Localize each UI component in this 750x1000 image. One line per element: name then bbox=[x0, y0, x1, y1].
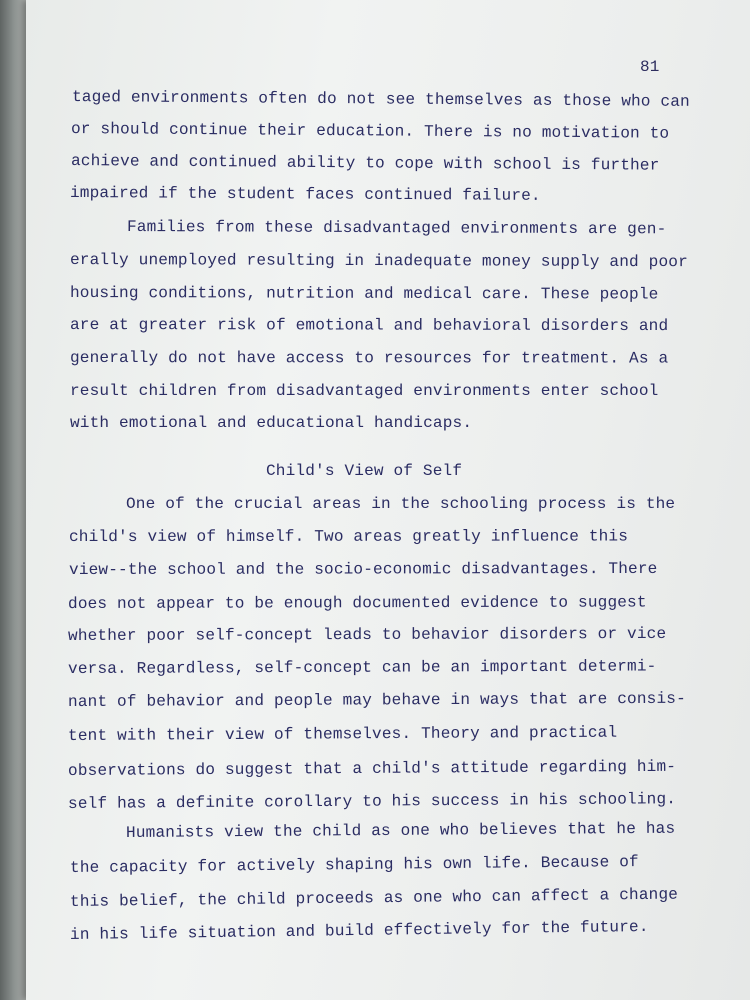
text-line: versa. Regardless, self-concept can be an important determi- bbox=[67, 657, 657, 678]
section-heading: Child's View of Self bbox=[266, 462, 463, 480]
text-line: One of the crucial areas in the schooling process is the bbox=[126, 495, 676, 513]
text-line: in his life situation and build effectively for the future. bbox=[69, 917, 649, 944]
text-line: child's view of himself. Two areas greatly influence this bbox=[68, 527, 629, 546]
text-line: nant of behavior and people may behave in ways that are consis- bbox=[67, 689, 686, 711]
text-line: does not appear to be enough documented evidence to suggest bbox=[67, 593, 647, 613]
document-page bbox=[26, 0, 750, 1000]
text-line: generally do not have access to resources for treatment. As a bbox=[69, 349, 669, 368]
text-line: whether poor self-concept leads to behavior disorders or vice bbox=[67, 624, 667, 645]
text-line: the capacity for actively shaping his own life. Because of bbox=[69, 853, 639, 877]
text-line: self has a definite corollary to his success in his schooling. bbox=[67, 790, 677, 813]
text-line: erally unemployed resulting in inadequate money supply and poor bbox=[69, 251, 688, 272]
text-line: Families from these disadvantaged environments are gen- bbox=[126, 218, 667, 239]
page-number: 81 bbox=[640, 58, 660, 76]
text-line: achieve and continued ability to cope with school is further bbox=[70, 152, 660, 175]
text-line: view--the school and the socio-economic disadvantages. There bbox=[68, 559, 658, 579]
text-line: observations do suggest that a child's attitude regarding him- bbox=[67, 757, 677, 780]
text-line: impaired if the student faces continued failure. bbox=[69, 184, 541, 205]
text-line: taged environments often do not see themselves as those who can bbox=[71, 88, 690, 111]
text-line: Humanists view the child as one who believes that he has bbox=[125, 819, 676, 842]
text-line: tent with their view of themselves. Theory and practical bbox=[67, 723, 618, 745]
text-line: with emotional and educational handicaps. bbox=[70, 414, 473, 432]
text-line: or should continue their education. There is no motivation to bbox=[70, 120, 670, 143]
text-line: housing conditions, nutrition and medical care. These people bbox=[69, 284, 659, 304]
text-line: are at greater risk of emotional and behavioral disorders and bbox=[69, 316, 669, 336]
text-line: result children from disadvantaged environments enter school bbox=[70, 382, 659, 400]
text-line: this belief, the child proceeds as one who can affect a change bbox=[69, 885, 679, 911]
